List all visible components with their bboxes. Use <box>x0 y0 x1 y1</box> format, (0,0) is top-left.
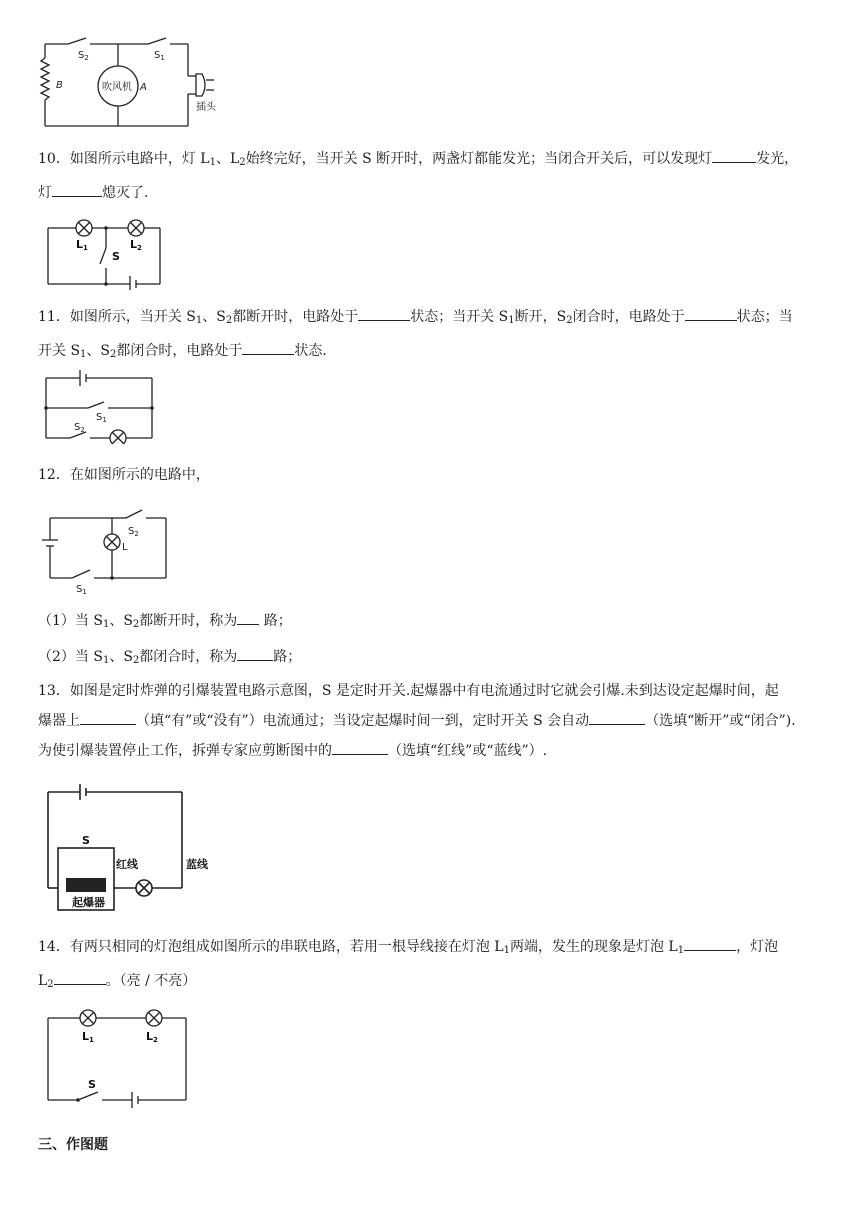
question-12 <box>38 460 828 490</box>
answer-blank[interactable] <box>52 182 102 197</box>
answer-blank[interactable] <box>242 340 294 355</box>
q10-text: 灯 <box>38 185 52 201</box>
q12-text: 、S <box>109 649 133 665</box>
question-number: 10． <box>38 151 70 167</box>
question-11 <box>38 302 828 370</box>
q14-text: L <box>38 973 48 989</box>
q12-text: 、S <box>109 613 133 629</box>
subscript: 1 <box>503 945 510 956</box>
figure-hairdryer-circuit <box>38 36 238 132</box>
q14-text: ，灯泡 <box>736 939 779 955</box>
s1-label: $S_1$ <box>154 50 165 62</box>
q12-text: 都闭合时，称为 <box>139 649 238 665</box>
figure-q13-circuit <box>42 782 218 918</box>
q10-text: 熄灭了． <box>102 185 158 201</box>
s2-label: $S_2$ <box>78 50 89 62</box>
subscript: 2 <box>566 315 573 326</box>
q12-circuit-diagram <box>40 504 182 594</box>
q10-text: 始终完好，当开关 S 断开时，两盏灯都能发光；当闭合开关后，可以发现灯 <box>245 151 713 167</box>
q13-text: 为使引爆装置停止工作，拆弹专家应剪断图中的 <box>38 743 332 759</box>
subscript: 1 <box>102 655 110 666</box>
question-10 <box>38 144 828 208</box>
l1-label: L1 <box>76 238 88 252</box>
figure-q12-circuit <box>40 504 182 594</box>
q13-text: 如图是定时炸弹的引爆装置电路示意图，S 是定时开关.起爆器中有电流通过时它就会引爆.未到达设定起爆时间，起 <box>69 683 779 699</box>
q12-text: 路； <box>273 649 302 665</box>
q10-text: 发光， <box>756 151 799 167</box>
s2-label: $S_2$ <box>74 422 85 434</box>
q13-text: （选填“断开”或“闭合”). <box>645 713 796 729</box>
subscript: 2 <box>47 979 54 990</box>
a-label: A <box>140 82 147 93</box>
subscript: 1 <box>508 315 515 326</box>
fan-label: 吹风机 <box>102 82 132 93</box>
answer-blank[interactable] <box>80 710 136 725</box>
q11-text: 状态． <box>294 343 337 359</box>
subscript: 2 <box>225 315 233 326</box>
q11-text: 状态；当 <box>736 309 793 325</box>
answer-blank[interactable] <box>712 148 756 163</box>
q12-text: 都断开时，称为 <box>139 613 238 629</box>
q13-text: （选填“红线”或“蓝线”）. <box>388 743 548 759</box>
figure-q10-circuit <box>44 218 168 290</box>
section-3-title: 三、作图题 <box>38 1137 108 1153</box>
q13-text: 爆器上 <box>38 713 80 729</box>
detonator-label: 起爆器 <box>72 896 105 909</box>
q10-circuit-diagram <box>44 218 168 290</box>
q11-circuit-diagram <box>42 370 158 444</box>
q14-text: 两端，发生的现象是灯泡 L <box>509 939 678 955</box>
q13-text: （填“有”或“没有”）电流通过；当设定起爆时间一到，定时开关 S 会自动 <box>136 713 590 729</box>
red-wire-label: 红线 <box>116 858 138 871</box>
subscript: 2 <box>110 349 117 360</box>
answer-blank[interactable] <box>589 710 645 725</box>
answer-blank[interactable] <box>358 306 410 321</box>
s1-label: $S_1$ <box>96 412 107 424</box>
s-label: S <box>112 250 120 263</box>
detonator-block <box>66 878 106 892</box>
question-12-part-2 <box>38 642 828 676</box>
s-label: S <box>88 1078 96 1091</box>
figure-q14-circuit <box>42 1008 192 1108</box>
l2-label: L2 <box>130 238 142 252</box>
question-number: 12． <box>38 467 70 483</box>
b-label: B <box>56 80 63 91</box>
question-12-part-1 <box>38 606 828 640</box>
question-number: 14． <box>38 939 70 955</box>
q12-text: （2）当 S <box>38 649 103 665</box>
s-label: S <box>82 834 90 847</box>
figure-q11-circuit <box>42 370 158 444</box>
q11-text: 都闭合时，电路处于 <box>116 343 243 359</box>
q11-text: 断开，S <box>514 309 567 325</box>
subscript: 2 <box>132 619 140 630</box>
q10-text: 、L <box>215 151 240 167</box>
answer-blank[interactable] <box>237 610 259 625</box>
answer-blank[interactable] <box>54 970 106 985</box>
s2-label: $S_2$ <box>128 526 139 538</box>
q14-text: 。（亮 / 不亮） <box>105 973 197 989</box>
question-13 <box>38 676 828 766</box>
q13-circuit-diagram <box>42 782 218 918</box>
q10-text: 如图所示电路中，灯 L <box>69 151 210 167</box>
subscript: 1 <box>677 945 685 956</box>
subscript: 1 <box>102 619 110 630</box>
q14-circuit-diagram <box>42 1008 192 1108</box>
l1-label: L1 <box>82 1030 94 1044</box>
subscript: 1 <box>80 349 87 360</box>
subscript: 1 <box>209 157 216 168</box>
hairdryer-circuit-diagram <box>38 36 238 132</box>
question-14 <box>38 932 828 1000</box>
blue-wire-label: 蓝线 <box>186 858 208 871</box>
plug-label: 插头 <box>196 102 216 113</box>
q11-text: 、S <box>202 309 226 325</box>
l2-label: L2 <box>146 1030 158 1044</box>
question-number: 13． <box>38 683 70 699</box>
s1-label: $S_1$ <box>76 584 87 594</box>
answer-blank[interactable] <box>685 306 737 321</box>
q11-text: 开关 S <box>38 343 81 359</box>
q11-text: 如图所示，当开关 S <box>69 309 196 325</box>
subscript: 2 <box>239 157 246 168</box>
answer-blank[interactable] <box>684 936 736 951</box>
q11-text: 都断开时，电路处于 <box>232 309 359 325</box>
answer-blank[interactable] <box>332 740 388 755</box>
answer-blank[interactable] <box>237 646 273 661</box>
q12-text: （1）当 S <box>38 613 103 629</box>
l-label: L <box>122 542 128 553</box>
q14-text: 有两只相同的灯泡组成如图所示的串联电路，若用一根导线接在灯泡 L <box>69 939 504 955</box>
question-number: 11． <box>38 309 70 325</box>
q11-text: 状态；当开关 S <box>410 309 509 325</box>
subscript: 1 <box>195 315 203 326</box>
q11-text: 、S <box>86 343 111 359</box>
q12-text: 在如图所示的电路中， <box>69 467 210 483</box>
q12-text: 路； <box>259 613 292 629</box>
subscript: 2 <box>132 655 140 666</box>
q11-text: 闭合时，电路处于 <box>572 309 685 325</box>
